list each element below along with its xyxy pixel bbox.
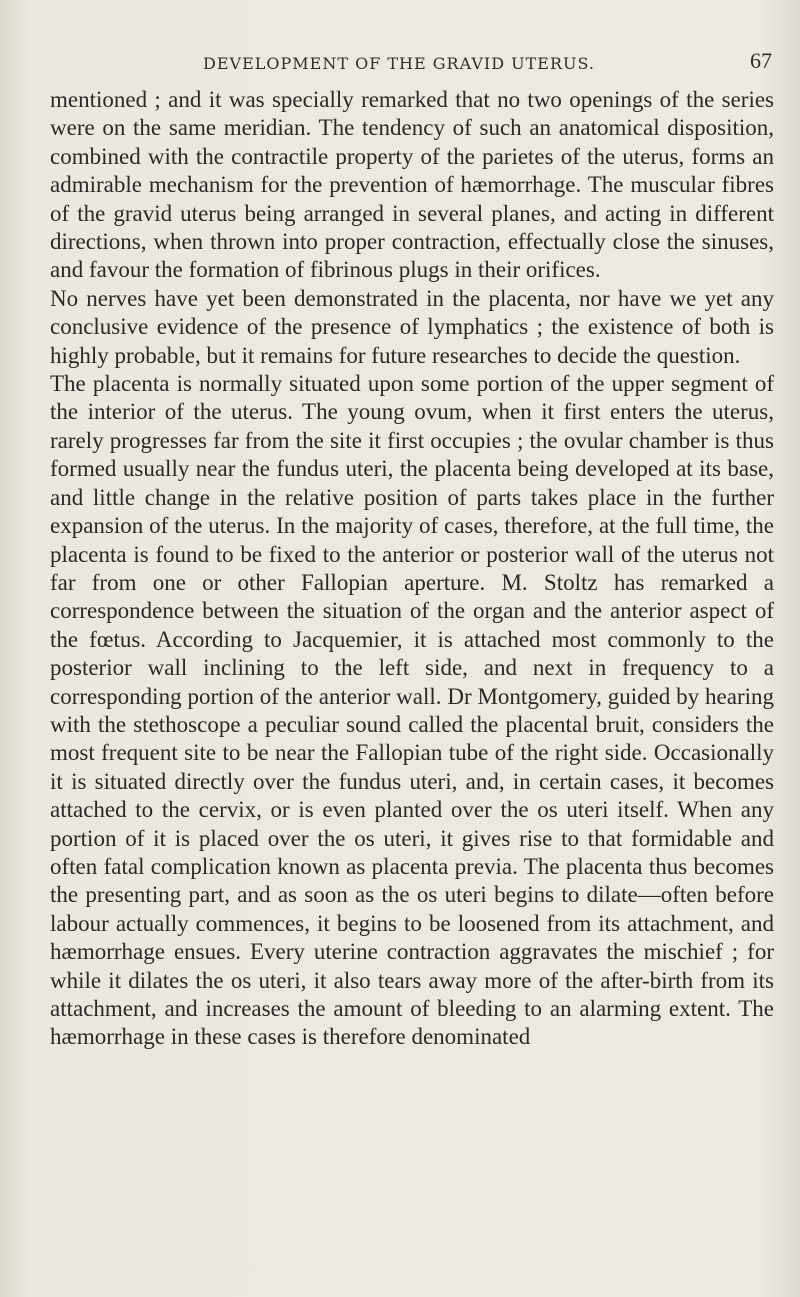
running-head-title: DEVELOPMENT OF THE GRAVID UTERUS.	[203, 54, 595, 73]
page-number: 67	[750, 48, 772, 73]
body-text	[50, 86, 774, 1052]
paragraph-2: No nerves have yet been demonstrated in the placenta, nor have we yet any conclusive evidence of the presence of lymphatics ; the existence of both is highly probable, but it remains for future researches to decide the question.	[50, 285, 774, 368]
paragraph-1: mentioned ; and it was specially remarked that no two openings of the series were on the same meridian. The tendency of such an anatomical disposition, combined with the contractile property of the parietes of the uterus, forms an admirable mechanism for the prevention of hæmorrhage. The muscular fibres of the gravid uterus being arranged in several planes, and acting in different directions, when thrown into proper contraction, effectually close the sinuses, and favour the formation of fibrinous plugs in their orifices.	[50, 87, 774, 283]
paragraph-3: The placenta is normally situated upon some portion of the upper segment of the interior of the uterus. The young ovum, when it first enters the uterus, rarely progresses far from the site it first occupies ; the ovular chamber is thus formed usually near the fundus uteri, the placenta being developed at its base, and little change in the relative position of parts takes place in the further expansion of the uterus. In the majority of cases, therefore, at the full time, the placenta is found to be fixed to the anterior or posterior wall of the uterus not far from one or other Fallopian aperture. M. Stoltz has remarked a correspondence between the situation of the organ and the anterior aspect of the fœtus. According to Jacquemier, it is attached most commonly to the posterior wall inclining to the left side, and next in frequency to a corresponding portion of the anterior wall. Dr Montgomery, guided by hearing with the stethoscope a peculiar sound called the placental bruit, considers the most frequent site to be near the Fallopian tube of the right side. Occasionally it is situated directly over the fundus uteri, and, in certain cases, it becomes attached to the cervix, or is even planted over the os uteri itself. When any portion of it is placed over the os uteri, it gives rise to that formidable and often fatal complication known as placenta previa. The placenta thus becomes the presenting part, and as soon as the os uteri begins to dilate—often before labour actually commences, it begins to be loosened from its attachment, and hæmorrhage ensues. Every uterine contraction aggravates the mischief ; for while it dilates the os uteri, it also tears away more of the after-birth from its attachment, and increases the amount of bleeding to an alarming extent. The hæmorrhage in these cases is therefore denominated	[50, 371, 774, 1050]
